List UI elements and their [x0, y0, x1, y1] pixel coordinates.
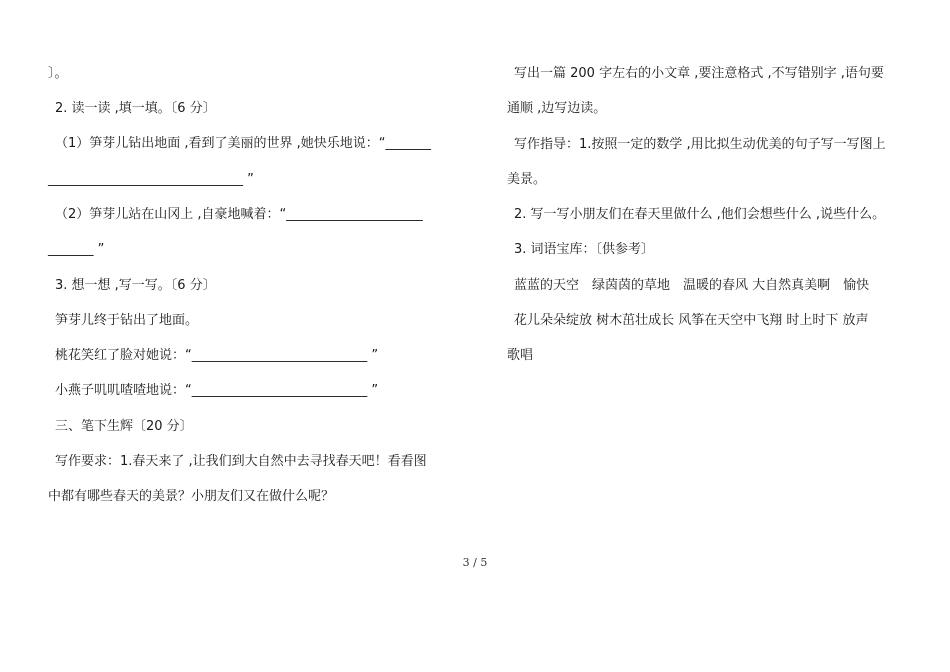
- word-bank-line: 蓝蓝的天空 绿茵茵的草地 温暖的春风 大自然真美啊 愉快: [514, 278, 870, 293]
- writing-guide: 写作指导：1.按照一定的数学 ,用比拟生动优美的句子写一写图上: [514, 137, 886, 152]
- writing-requirement-cont: 中都有哪些春天的美景？小朋友们又在做什么呢？: [48, 489, 335, 504]
- word-bank-line: 花儿朵朵绽放 树木茁壮成长 风筝在天空中飞翔 时上时下 放声: [514, 313, 869, 328]
- writing-requirement: 写作要求：1.春天来了 ,让我们到大自然中去寻找春天吧！看看图: [55, 454, 427, 469]
- writing-guide-item-2: 2. 写一写小朋友们在春天里做什么 ,他们会想些什么 ,说些什么。: [514, 207, 886, 222]
- word-bank-heading: 3. 词语宝库：〔供参考〕: [514, 242, 655, 257]
- question-2-item-1-blank: ______________________________ ”: [48, 172, 254, 187]
- question-2-item-2-blank: _______ ”: [48, 242, 105, 257]
- writing-guide-cont: 美景。: [507, 172, 547, 187]
- writing-requirement-cont: 写出一篇 200 字左右的小文章 ,要注意格式 ,不写错别字 ,语句要: [514, 66, 884, 81]
- page-number: 3 / 5: [462, 556, 488, 569]
- question-3-item-1: 桃花笑红了脸对她说：“___________________________ ”: [55, 348, 379, 363]
- question-3-item-2: 小燕子叽叽喳喳地说：“___________________________ ”: [55, 383, 379, 398]
- question-3-heading: 3. 想一想 ,写一写。〔6 分〕: [55, 278, 216, 293]
- section-3-heading: 三、笔下生辉〔20 分〕: [55, 419, 193, 434]
- writing-requirement-cont: 通顺 ,边写边读。: [507, 101, 607, 116]
- word-bank-line: 歌唱: [507, 348, 534, 363]
- question-2-heading: 2. 读一读 ,填一填。〔6 分〕: [55, 101, 216, 116]
- question-2-item-2: （2）笋芽儿站在山冈上 ,自豪地喊着：“_____________________: [55, 207, 423, 222]
- question-3-prompt: 笋芽儿终于钻出了地面。: [55, 313, 199, 328]
- question-2-item-1: （1）笋芽儿钻出地面 ,看到了美丽的世界 ,她快乐地说：“_______: [55, 136, 432, 151]
- text-line: 〕。: [48, 66, 68, 81]
